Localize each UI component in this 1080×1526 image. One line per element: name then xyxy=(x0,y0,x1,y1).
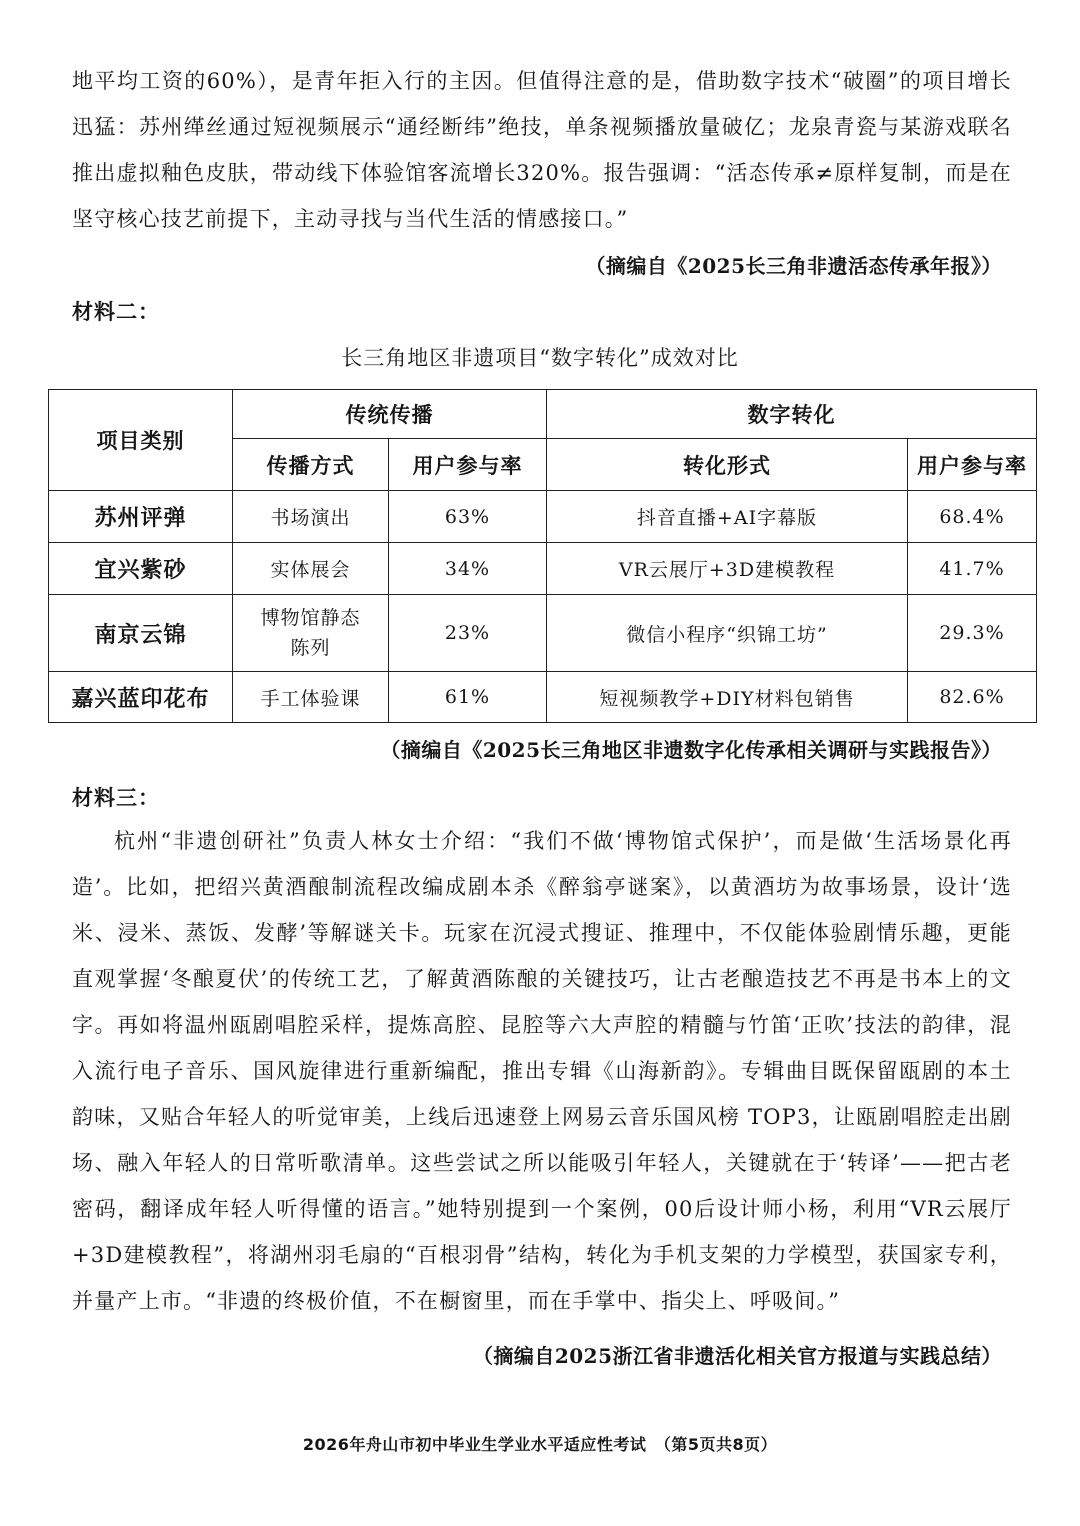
row-rate-traditional: 61% xyxy=(389,672,547,723)
row-rate-traditional: 63% xyxy=(389,491,547,543)
table-row xyxy=(49,543,1037,595)
row-rate-digital: 82.6% xyxy=(908,672,1037,723)
row-method: 书场演出 xyxy=(233,491,389,543)
comparison-table xyxy=(48,389,1037,723)
row-method: 手工体验课 xyxy=(233,672,389,723)
row-rate-traditional: 34% xyxy=(389,543,547,595)
material2-source: （摘编自《2025长三角地区非遗数字化传承相关调研与实践报告》） xyxy=(380,738,1002,762)
material1-source: （摘编自《2025长三角非遗活态传承年报》） xyxy=(585,254,1002,278)
material3-paragraph: 杭州“非遗创研社”负责人林女士介绍：“我们不做‘博物馆式保护’，而是做‘生活场景化再造’。比如，把绍兴黄酒酿制流程改编成剧本杀《醉翁亭谜案》，以黄酒坊为故事场景，设计‘选米、浸米、蒸饭、发酵’等解谜关卡。玩家在沉浸式搜证、推理中，不仅能体验剧情乐趣，更能直观掌握‘冬酿夏伏’的传统工艺，了解黄酒陈酿的关键技巧，让古老酿造技艺不再是书本上的文字。再如将温州瓯剧唱腔采样，提炼高腔、昆腔等六大声腔的精髓与竹笛‘正吹’技法的韵律，混入流行电子音乐、国风旋律进行重新编配，推出专辑《山海新韵》。专辑曲目既保留瓯剧的本土韵味，又贴合年轻人的听觉审美，上线后迅速登上网易云音乐国风榜 TOP3，让瓯剧唱腔走出剧场、融入年轻人的日常听歌清单。这些尝试之所以能吸引年轻人，关键就在于‘转译’——把古老密码，翻译成年轻人听得懂的语言。”她特别提到一个案例，00后设计师小杨，利用“VR云展厅+3D建模教程”，将湖州羽毛扇的“百根羽骨”结构，转化为手机支架的力学模型，获国家专利，并量产上市。“非遗的终极价值，不在橱窗里，而在手掌中、指尖上、呼吸间。” xyxy=(72,829,1012,1313)
row-category: 宜兴紫砂 xyxy=(49,543,233,595)
row-category: 苏州评弹 xyxy=(49,491,233,543)
page-footer: 2026年舟山市初中毕业生学业水平适应性考试 （第5页共8页） xyxy=(302,1435,778,1454)
table-row xyxy=(49,595,1037,672)
header-traditional: 传统传播 xyxy=(233,390,547,439)
row-form: 抖音直播+AI字幕版 xyxy=(547,491,908,543)
row-rate-digital: 68.4% xyxy=(908,491,1037,543)
row-method: 实体展会 xyxy=(233,543,389,595)
header-rate-digital: 用户参与率 xyxy=(908,439,1037,491)
row-rate-digital: 41.7% xyxy=(908,543,1037,595)
material1-paragraph: 地平均工资的60%），是青年拒入行的主因。但值得注意的是，借助数字技术“破圈”的项目增长迅猛：苏州缂丝通过短视频展示“通经断纬”绝技，单条视频播放量破亿；龙泉青瓷与某游戏联名推出虚拟釉色皮肤，带动线下体验馆客流增长320%。报告强调：“活态传承≠原样复制，而是在坚守核心技艺前提下，主动寻找与当代生活的情感接口。” xyxy=(72,69,1012,231)
header-method: 传播方式 xyxy=(233,439,389,491)
row-rate-digital: 29.3% xyxy=(908,595,1037,672)
header-category: 项目类别 xyxy=(49,390,233,491)
table-row xyxy=(49,491,1037,543)
material2-heading: 材料二： xyxy=(72,299,160,324)
table-row xyxy=(49,672,1037,723)
row-method: 博物馆静态陈列 xyxy=(233,595,389,672)
table-title: 长三角地区非遗项目“数字转化”成效对比 xyxy=(341,346,739,370)
row-category: 嘉兴蓝印花布 xyxy=(49,672,233,723)
row-form: 微信小程序“织锦工坊” xyxy=(547,595,908,672)
row-form: 短视频教学+DIY材料包销售 xyxy=(547,672,908,723)
row-category: 南京云锦 xyxy=(49,595,233,672)
header-digital: 数字转化 xyxy=(547,390,1037,439)
row-form: VR云展厅+3D建模教程 xyxy=(547,543,908,595)
header-rate-traditional: 用户参与率 xyxy=(389,439,547,491)
material3-heading: 材料三： xyxy=(72,785,160,810)
header-form: 转化形式 xyxy=(547,439,908,491)
material3-source: （摘编自2025浙江省非遗活化相关官方报道与实践总结） xyxy=(472,1344,1002,1368)
row-rate-traditional: 23% xyxy=(389,595,547,672)
